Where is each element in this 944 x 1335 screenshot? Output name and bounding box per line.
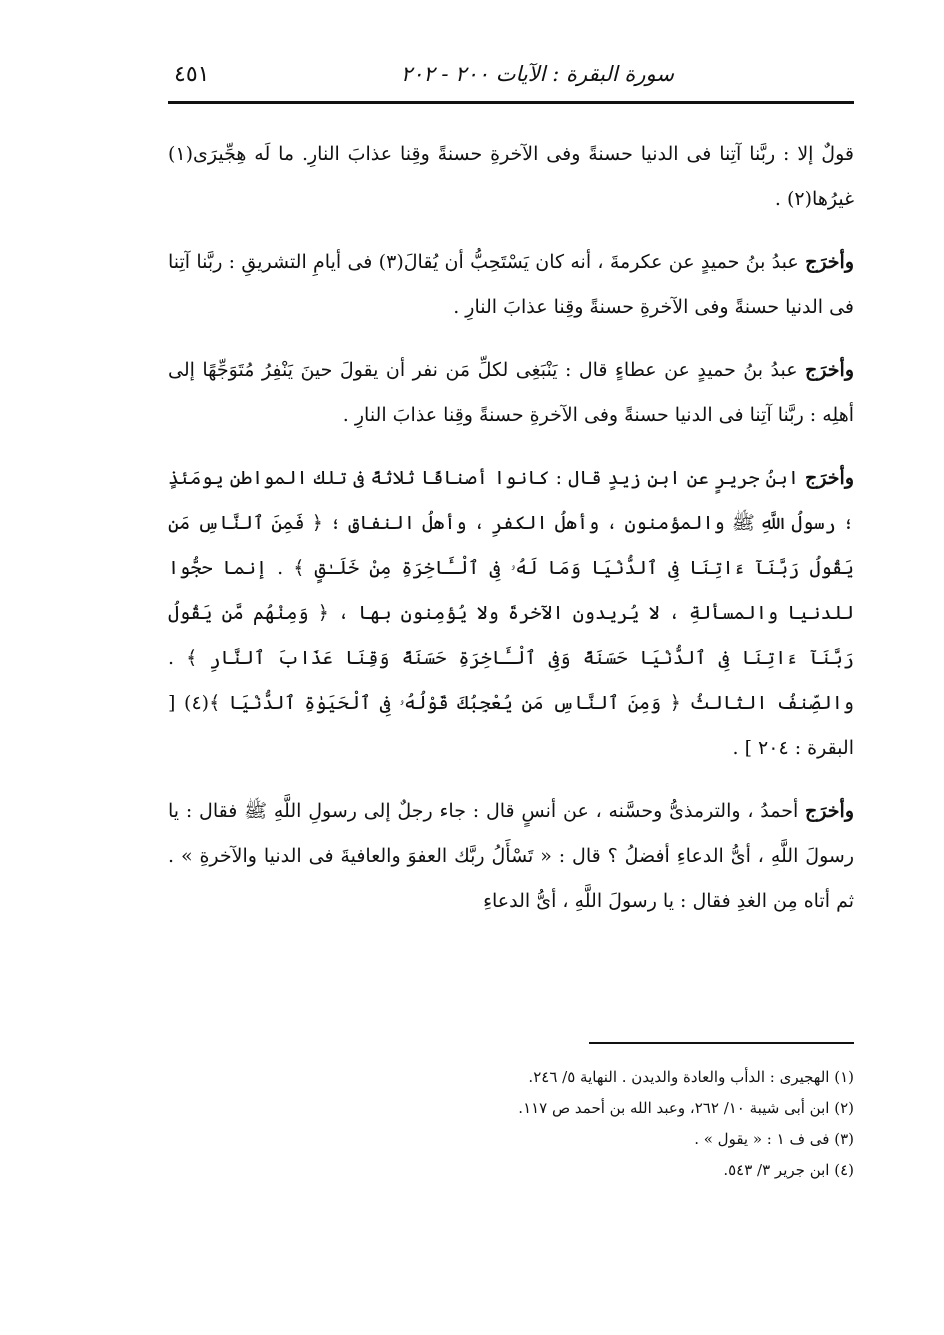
paragraph-opening: وأخرَج [805,467,854,489]
page-header [168,54,854,100]
main-text [168,132,854,942]
footnote-4: (٤) ابن جرير ٣/ ٥٤٣. [723,1161,854,1179]
header-rule [168,101,854,104]
paragraph-text: عبدُ بنُ حميدٍ عن عطاءٍ قال : يَنْبَغِى لكلِّ مَن نفر أن يقولَ حينَ يَنْفِرُ مُتَوَجِّهًا إلى أهلِه : ربَّنا آتِنا فى الدنيا حسنةً وفى الآخرةِ حسنةً وقِنا عذابَ النارِ . [168,359,854,426]
running-title: سورة البقرة : الآيات ٢٠٠ - ٢٠٢ [400,62,674,86]
paragraph-opening: وأخرَج [805,800,854,822]
footnote-3: (٣) فى ف ١ : « يقول » . [694,1130,854,1148]
footnote-1: (١) الهجيرى : الدأب والعادة والديدن . النهاية ٥/ ٢٤٦. [528,1068,854,1086]
footnote-rule [589,1042,854,1044]
footnote-2: (٢) ابن أبى شيبة ١٠/ ٢٦٢، وعبد الله بن أحمد ص ١١٧. [518,1099,854,1117]
paragraph-5 [168,789,854,924]
paragraph-opening: وأخرَج [805,359,854,381]
paragraph-text: عبدُ بنُ حميدٍ عن عكرمةَ ، أنه كان يَسْتَحِبُّ أن يُقالَ(٣) فى أيامِ التشريقِ : ربَّنا آتِنا فى الدنيا حسنةً وفى الآخرةِ حسنةً وقِنا عذابَ النارِ . [168,251,854,318]
paragraph-text: قولٌ إلا : ربَّنا آتِنا فى الدنيا حسنةً وفى الآخرةِ حسنةً وقِنا عذابَ النارِ. ما لَه هِجِّيرَى(١) غيرُها(٢) . [168,143,854,210]
paragraph-text: ابنُ جريرٍ عن ابنِ زيدٍ قال : كانوا أصنافًا ثلاثةً فى تلك المواطنِ يومَئذٍ ؛ رسولُ اللَّهِ ﷺ والمؤمنون ، وأهلُ الكفرِ ، وأهلُ النفاقِ ؛ ﴿ فَمِنَ ٱلنَّاسِ مَن يَقُولُ رَبَّنَآ ءَاتِنَا فِى ٱلدُّنْيَا وَمَا لَهُۥ فِى ٱلْـَٔاخِرَةِ مِنْ خَلَـٰقٍ ﴾ . إنما حجُّوا للدنيا والمسألةِ ، لا يُريدون الآخرةَ ولا يُؤمِنون بها ، ﴿ وَمِنْهُم مَّن يَقُولُ رَبَّنَآ ءَاتِنَا فِى ٱلدُّنْيَا حَسَنَةً وَفِى ٱلْـَٔاخِرَةِ حَسَنَةً وَقِنَا عَذَابَ ٱلنَّارِ ﴾ . والصِّنفُ الثالثُ ﴿ وَمِنَ ٱلنَّاسِ مَن يُعْجِبُكَ قَوْلُهُۥ فِى ٱلْحَيَوٰةِ ٱلدُّنْيَا ﴾(٤) [ البقرة : ٢٠٤ ] . [168,467,854,759]
paragraph-4 [168,456,854,771]
footnotes [168,1062,854,1186]
paragraph-opening: وأخرَج [805,251,855,273]
paragraph-2 [168,240,854,330]
paragraph-1 [168,132,854,222]
page-number: ٤٥١ [174,62,210,87]
paragraph-text: أحمدُ ، والترمذىُّ وحسَّنه ، عن أنسٍ قال : جاء رجلٌ إلى رسولِ اللَّهِ ﷺ فقال : يا رسولَ اللَّهِ ، أىُّ الدعاءِ أفضلُ ؟ قال : « تَسْأَلُ ربَّك العفوَ والعافيةَ فى الدنيا والآخرةِ » . ثم أتاه مِن الغدِ فقال : يا رسولَ اللَّهِ ، أىُّ الدعاءِ [168,800,854,912]
paragraph-3 [168,348,854,438]
